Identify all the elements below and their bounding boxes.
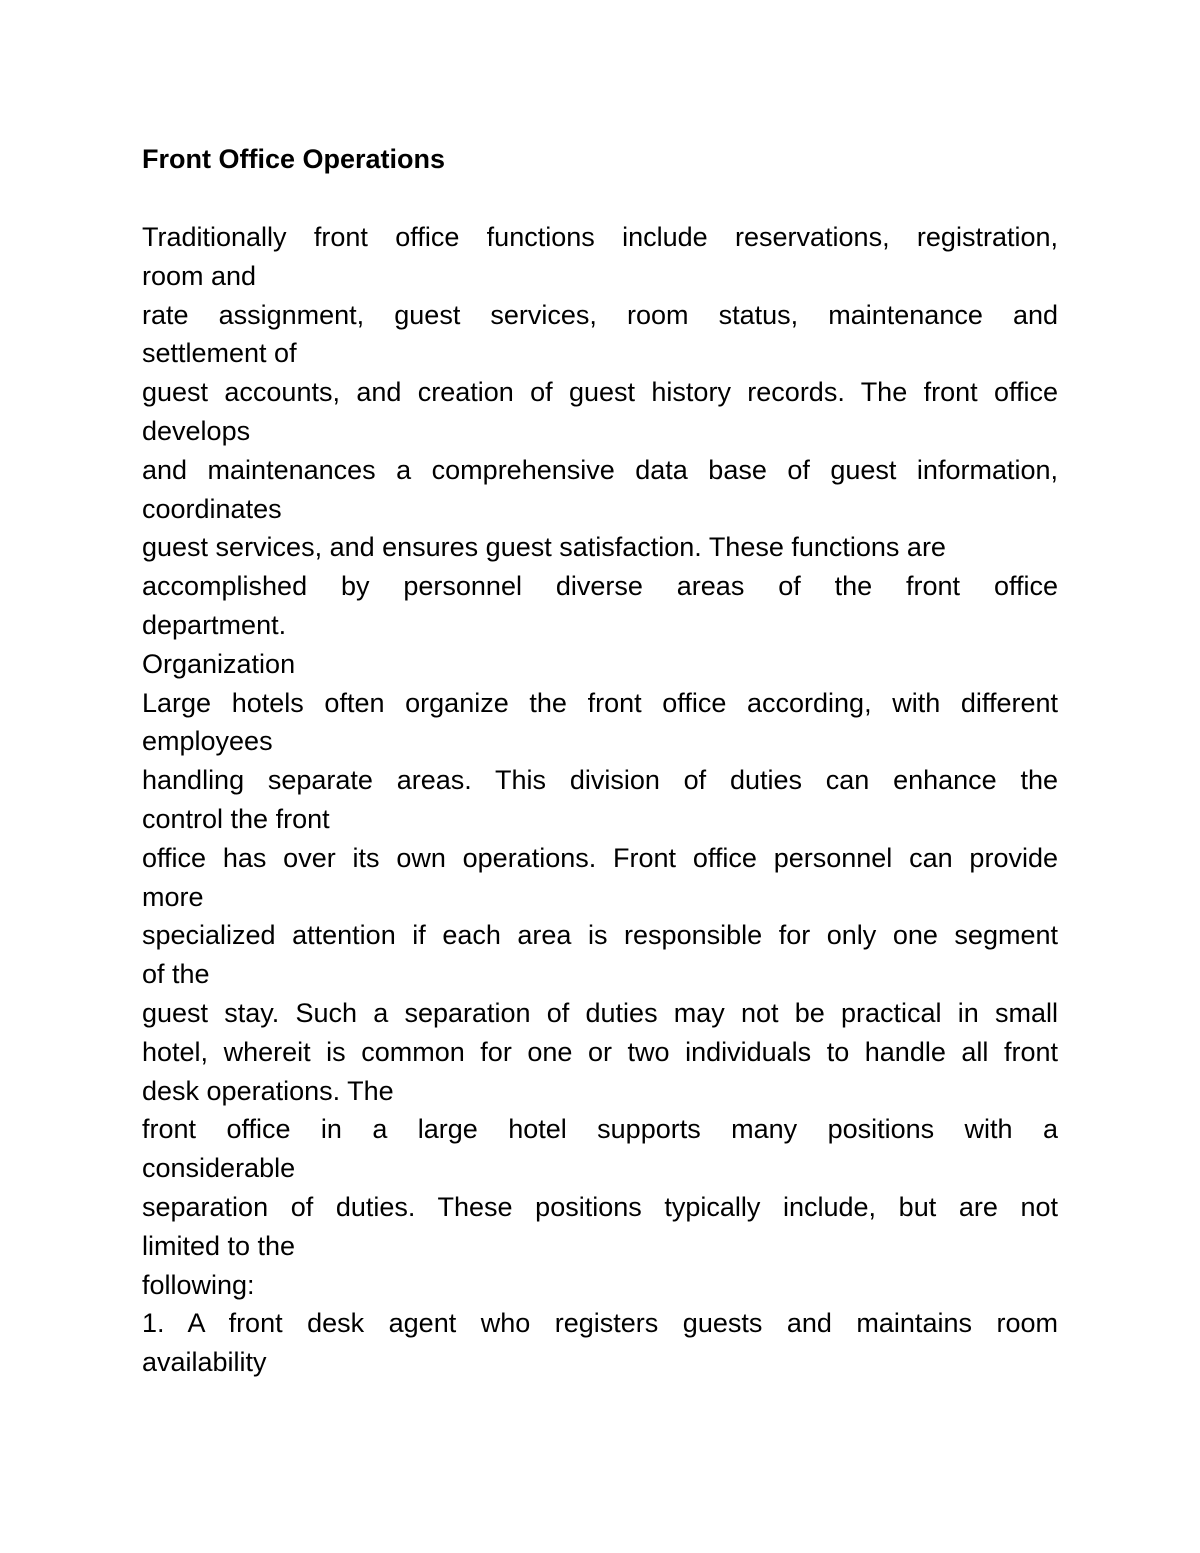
text-line: 1. A front desk agent who registers guests and maintains room xyxy=(142,1308,1058,1339)
text-line: front office in a large hotel supports many positions with a xyxy=(142,1114,1058,1145)
text-line: handling separate areas. This division of duties can enhance the xyxy=(142,765,1058,796)
text-line: considerable xyxy=(142,1153,296,1184)
text-line: guest accounts, and creation of guest history records. The front office xyxy=(142,377,1058,408)
text-line: specialized attention if each area is responsible for only one segment xyxy=(142,920,1058,951)
text-line: employees xyxy=(142,726,273,757)
text-line: hotel, whereit is common for one or two individuals to handle all front xyxy=(142,1036,1058,1067)
document-body xyxy=(142,140,1058,1382)
text-line: accomplished by personnel diverse areas of the front office xyxy=(142,571,1058,602)
text-line: of the xyxy=(142,959,210,990)
text-line: limited to the xyxy=(142,1230,296,1261)
text-line: department. xyxy=(142,609,287,640)
text-line: guest services, and ensures guest satisfaction. These functions are xyxy=(142,532,946,563)
text-line: office has over its own operations. Front office personnel can provide xyxy=(142,842,1058,873)
text-line: Traditionally front office functions include reservations, registration, xyxy=(142,222,1058,252)
body-text xyxy=(142,218,1058,1382)
text-line: availability xyxy=(142,1347,267,1378)
text-line: and maintenances a comprehensive data base of guest information, xyxy=(142,454,1058,485)
text-line: coordinates xyxy=(142,493,282,524)
text-line: following: xyxy=(142,1269,255,1300)
text-line: develops xyxy=(142,415,251,446)
text-line: room and xyxy=(142,260,257,291)
text-line: Organization xyxy=(142,648,296,679)
text-line: settlement of xyxy=(142,338,297,369)
text-line: guest stay. Such a separation of duties may not be practical in small xyxy=(142,997,1058,1028)
text-line: rate assignment, guest services, room status, maintenance and xyxy=(142,299,1058,330)
text-line: separation of duties. These positions typically include, but are not xyxy=(142,1191,1058,1222)
text-line: control the front xyxy=(142,803,330,834)
document-title: Front Office Operations xyxy=(142,144,446,174)
text-line: more xyxy=(142,881,204,912)
text-line: desk operations. The xyxy=(142,1075,394,1106)
text-line: Large hotels often organize the front office according, with different xyxy=(142,687,1058,718)
